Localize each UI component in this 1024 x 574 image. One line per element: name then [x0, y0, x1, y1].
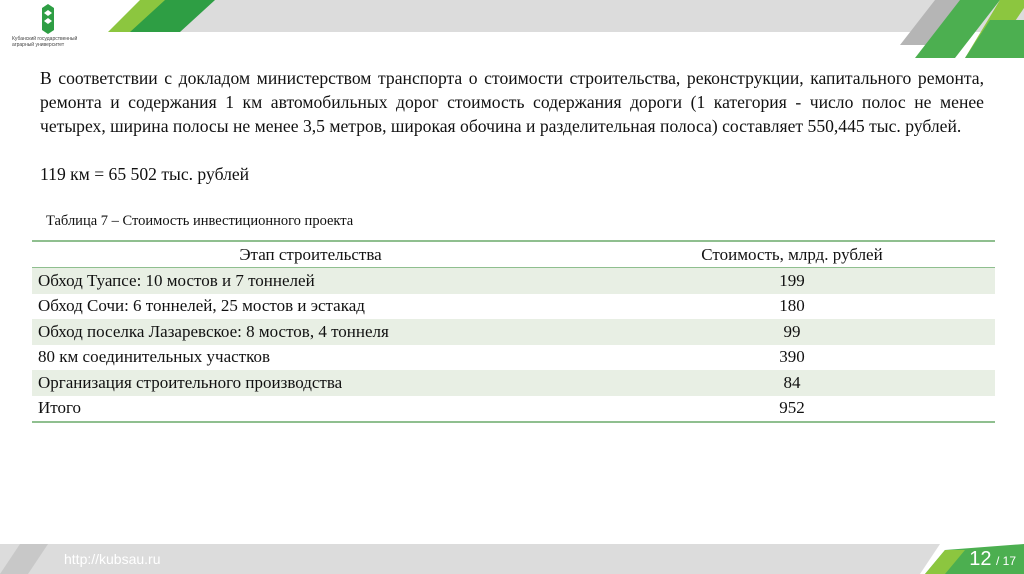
cost-cell: 199: [589, 268, 995, 294]
stage-cell: Обход Туапсе: 10 мостов и 7 тоннелей: [32, 268, 589, 294]
page-indicator: [969, 548, 1016, 571]
table-row: [32, 294, 995, 320]
table-row: [32, 370, 995, 396]
cost-cell: 390: [779, 347, 805, 367]
stage-cell: Обход Сочи: 6 тоннелей, 25 мостов и эстакад: [38, 296, 365, 316]
header-cost: Стоимость, млрд. рублей: [589, 241, 995, 268]
header-banner: [0, 0, 1024, 60]
logo-text: Кубанский государственный аграрный университет: [12, 36, 78, 48]
cost-cell: 952: [589, 396, 995, 423]
calc-line: 119 км = 65 502 тыс. рублей: [40, 164, 250, 184]
stage-cell: 80 км соединительных участков: [38, 347, 271, 367]
stage-cell: Организация строительного производства: [32, 370, 589, 396]
table-header-row: [32, 241, 995, 268]
cost-cell: 180: [779, 296, 805, 316]
intro-paragraph: В соответствии с докладом министерством транспорта о стоимости строительства, реконструкции, капитального ремонта, ремонта и содержания 1 км автомобильных дорог стоимость содержания дороги (1 категория - число полос не менее четырех, ширина полосы не менее 3,5 метров, широкая обочина и разделительная полоса) составляет 550,445 тыс. рублей.: [40, 68, 984, 136]
table-row: [32, 268, 995, 294]
page-current: 12: [969, 548, 992, 570]
table-caption: Таблица 7 – Стоимость инвестиционного проекта: [46, 213, 354, 229]
header-stage: Этап строительства: [32, 241, 589, 268]
stage-cell: Обход поселка Лазаревское: 8 мостов, 4 тоннеля: [32, 319, 589, 345]
table-row: [32, 345, 995, 371]
table-row-total: [32, 396, 995, 423]
site-url-link[interactable]: http://kubsau.ru: [64, 551, 161, 567]
stage-cell: Итого: [32, 396, 589, 423]
cost-cell: 84: [589, 370, 995, 396]
page-total: / 17: [995, 554, 1016, 568]
cost-cell: 99: [589, 319, 995, 345]
table-row: [32, 319, 995, 345]
investment-cost-table: [32, 240, 995, 423]
logo-emblem-icon: [10, 2, 100, 38]
